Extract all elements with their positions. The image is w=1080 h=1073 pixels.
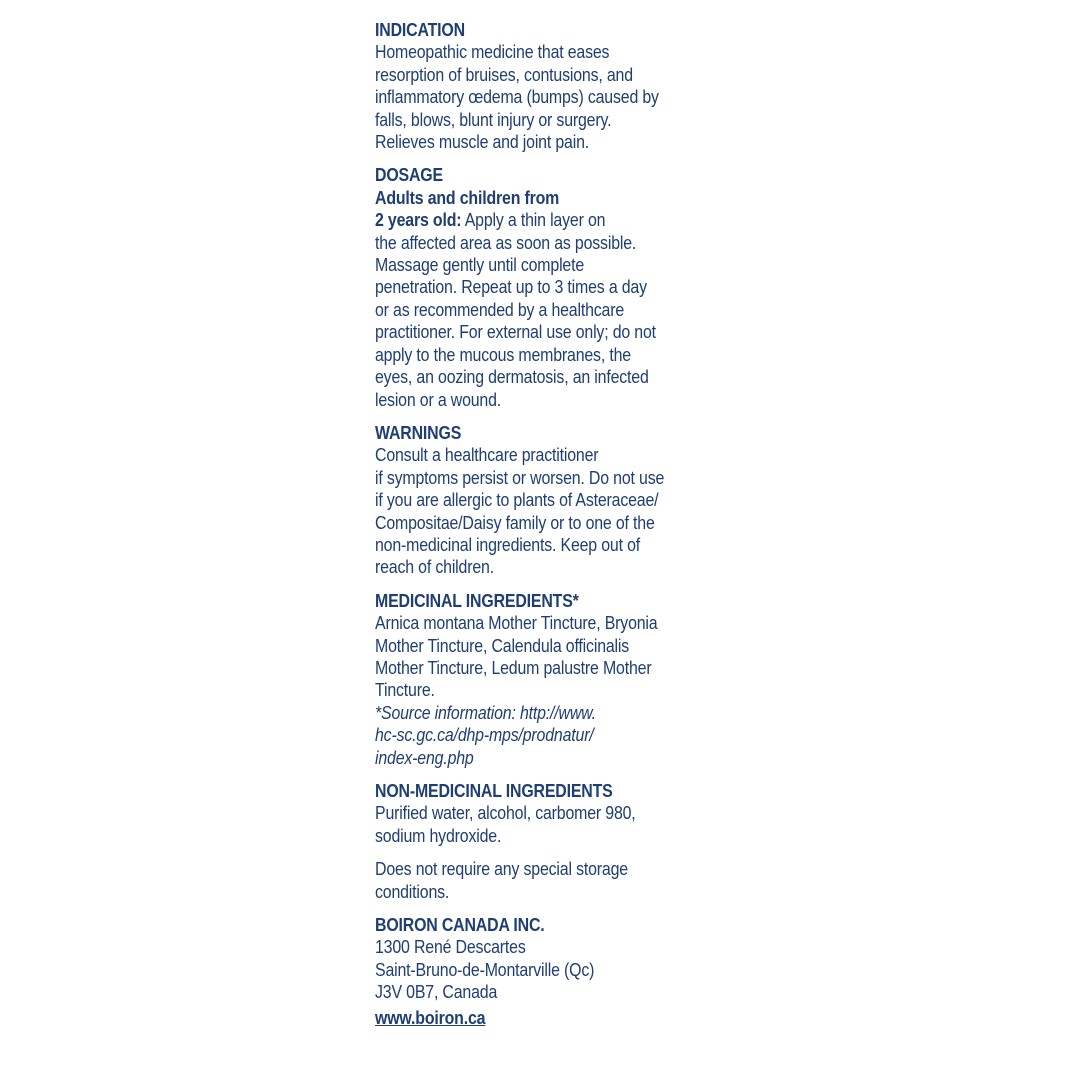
dosage-line: Massage gently until complete (375, 254, 585, 276)
storage-line: Does not require any special storage (375, 858, 628, 880)
dosage-line: or as recommended by a healthcare (375, 298, 625, 320)
dosage-line (375, 209, 719, 231)
source-information-line: hc-sc.gc.ca/dhp-mps/prodnatur/ (375, 724, 594, 746)
warnings-heading: WARNINGS (375, 421, 462, 443)
non-medicinal-ingredients-section (375, 780, 719, 847)
warnings-line: reach of children. (375, 556, 494, 578)
non-medicinal-ingredients-heading: NON-MEDICINAL INGREDIENTS (375, 780, 613, 801)
warnings-line: if symptoms persist or worsen. Do not use (375, 466, 665, 488)
dosage-line: lesion or a wound. (375, 388, 502, 410)
indication-line: inflammatory œdema (bumps) caused by (375, 86, 659, 108)
medicinal-ingredients-section (375, 590, 719, 769)
company-address-line: Saint-Bruno-de-Montarville (Qc) (375, 958, 595, 980)
warnings-section (375, 422, 719, 579)
warnings-line: if you are allergic to plants of Asteraceae/ (375, 489, 659, 511)
storage-line: conditions. (375, 880, 450, 902)
indication-heading: INDICATION (375, 19, 465, 40)
company-name: BOIRON CANADA INC. (375, 914, 545, 936)
indication-line: Relieves muscle and joint pain. (375, 131, 589, 153)
dosage-age: 2 years old: (375, 209, 462, 231)
medicinal-ingredient-line: Tincture. (375, 679, 435, 701)
dosage-section (375, 164, 719, 410)
dosage-line: the affected area as soon as possible. (375, 231, 637, 253)
dosage-line: penetration. Repeat up to 3 times a day (375, 276, 647, 298)
source-information-line: index-eng.php (375, 746, 474, 768)
non-medicinal-ingredient-line: Purified water, alcohol, carbomer 980, (375, 802, 636, 824)
product-label (375, 19, 719, 1040)
storage-section (375, 858, 719, 903)
source-information-line: *Source information: http://www. (375, 701, 596, 723)
medicinal-ingredients-heading: MEDICINAL INGREDIENTS* (375, 589, 579, 611)
dosage-line: eyes, an oozing dermatosis, an infected (375, 366, 649, 388)
medicinal-ingredient-line: Mother Tincture, Calendula officinalis (375, 634, 630, 656)
dosage-audience: Adults and children from (375, 186, 560, 208)
warnings-line: Compositae/Daisy family or to one of the (375, 511, 655, 533)
website-link[interactable]: www.boiron.ca (375, 1006, 486, 1028)
dosage-instruction: Apply a thin layer on (461, 209, 606, 231)
company-address-line: J3V 0B7, Canada (375, 981, 498, 1003)
warnings-line: Consult a healthcare practitioner (375, 444, 599, 466)
company-address-line: 1300 René Descartes (375, 936, 526, 958)
dosage-line: practitioner. For external use only; do not (375, 321, 656, 343)
dosage-line: apply to the mucous membranes, the (375, 343, 631, 365)
company-section (375, 914, 719, 1029)
medicinal-ingredient-line: Arnica montana Mother Tincture, Bryonia (375, 612, 658, 634)
indication-line: Homeopathic medicine that eases (375, 41, 610, 63)
indication-line: falls, blows, blunt injury or surgery. (375, 108, 612, 130)
warnings-line: non-medicinal ingredients. Keep out of (375, 533, 641, 555)
indication-section (375, 19, 719, 153)
non-medicinal-ingredient-line: sodium hydroxide. (375, 824, 502, 846)
indication-line: resorption of bruises, contusions, and (375, 63, 633, 85)
dosage-heading: DOSAGE (375, 164, 443, 186)
medicinal-ingredient-line: Mother Tincture, Ledum palustre Mother (375, 656, 652, 678)
